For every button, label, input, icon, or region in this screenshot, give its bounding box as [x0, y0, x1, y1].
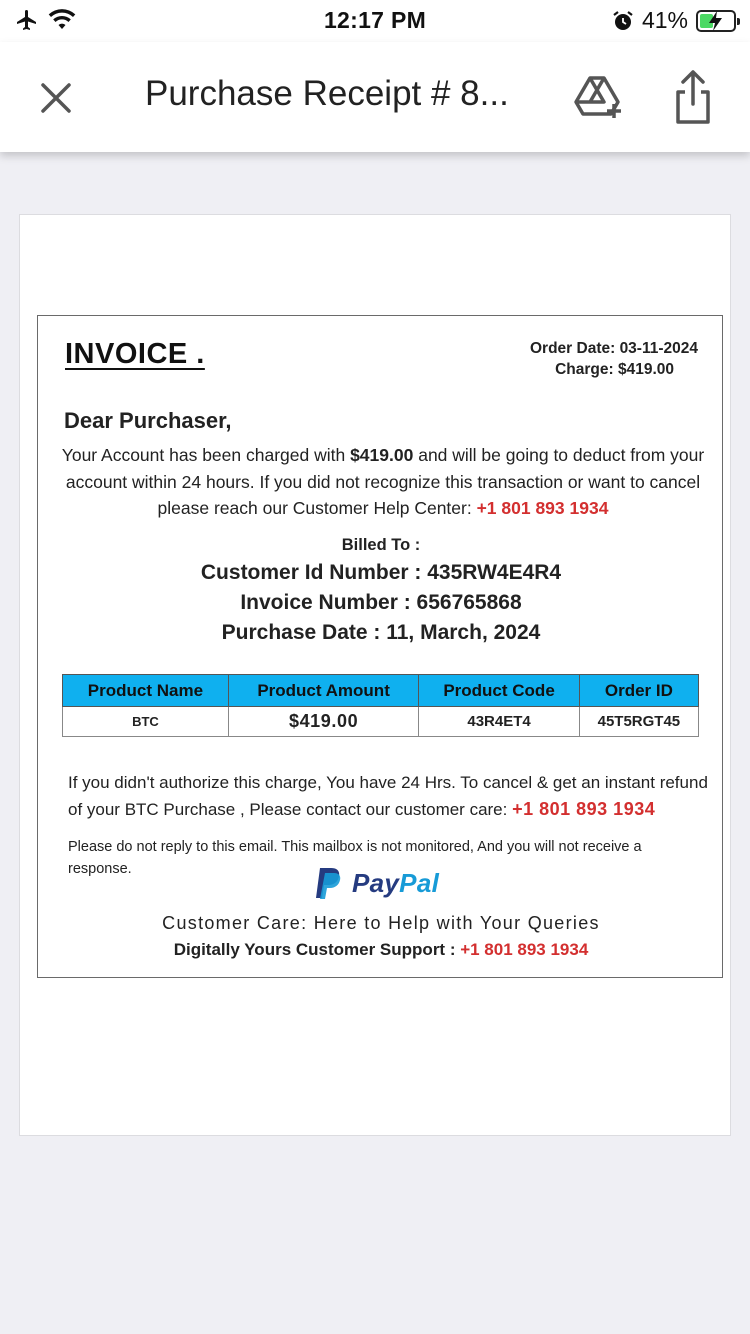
alarm-icon: [612, 10, 634, 32]
refund-notice: [68, 769, 708, 823]
document-page: [19, 214, 731, 1136]
customer-care-phone[interactable]: +1 801 893 1934: [512, 799, 656, 819]
nav-bar: [0, 42, 750, 152]
help-center-phone[interactable]: +1 801 893 1934: [476, 498, 609, 518]
refund-text: If you didn't authorize this charge, You have 24 Hrs. To cancel & get an instant refund of your BTC Purchase , Please contact our customer care:: [68, 773, 708, 819]
support-line: [38, 940, 724, 960]
share-icon[interactable]: [670, 68, 716, 126]
paypal-pay: Pay: [352, 867, 400, 898]
no-reply-notice: Please do not reply to this email. This mailbox is not monitored, And you will not receive a response.: [68, 839, 642, 877]
invoice-number: Invoice Number : 656765868: [240, 591, 522, 614]
document-title: Purchase Receipt # 8...: [145, 74, 509, 113]
table-header: Product Code: [419, 675, 579, 707]
battery-percent: 41%: [641, 7, 688, 33]
paypal-logo: [314, 866, 439, 900]
table-row: [63, 707, 699, 737]
purchase-date: Purchase Date : 11, March, 2024: [221, 621, 541, 644]
support-label: Digitally Yours Customer Support :: [173, 940, 461, 959]
table-header: Order ID: [579, 675, 698, 707]
invoice-meta: [530, 338, 698, 380]
paypal-wordmark: [352, 868, 439, 899]
notice-text-1: Your Account has been charged with: [61, 445, 351, 465]
customer-care-line: Customer Care: Here to Help with Your Queries: [162, 913, 600, 933]
charge-notice: [58, 442, 708, 522]
table-cell-product-name: BTC: [63, 707, 229, 737]
close-icon[interactable]: [36, 78, 76, 118]
order-date: Order Date: 03-11-2024: [529, 340, 698, 357]
bolt-icon: [707, 10, 725, 32]
customer-id: Customer Id Number : 435RW4E4R4: [200, 561, 562, 584]
product-table: [62, 674, 699, 737]
status-right: [612, 7, 736, 34]
paypal-p-icon: [314, 866, 344, 900]
table-header: Product Amount: [228, 675, 419, 707]
status-bar: [0, 0, 750, 42]
table-header: Product Name: [63, 675, 229, 707]
notice-amount: $419.00: [350, 445, 414, 465]
table-header-row: [63, 675, 699, 707]
paypal-pal: Pal: [399, 867, 440, 898]
add-to-drive-icon[interactable]: [572, 74, 624, 120]
billed-to-label: Billed To :: [341, 536, 421, 554]
invoice-title: INVOICE .: [65, 338, 205, 370]
charge-amount: Charge: $419.00: [555, 361, 674, 378]
support-phone[interactable]: +1 801 893 1934: [460, 940, 589, 959]
table-cell-product-code: 43R4ET4: [419, 707, 579, 737]
notice-text-2: and will be going to deduct from your account within 24 hours. If you did not recognize this transaction or want to cancel please reach our Customer Help Center:: [65, 445, 705, 518]
invoice-frame: [37, 315, 723, 978]
status-time: 12:17 PM: [323, 7, 427, 33]
battery-charging-icon: [696, 10, 736, 32]
table-cell-order-id: 45T5RGT45: [579, 707, 698, 737]
table-cell-product-amount: $419.00: [228, 707, 419, 737]
greeting: Dear Purchaser,: [64, 408, 232, 433]
